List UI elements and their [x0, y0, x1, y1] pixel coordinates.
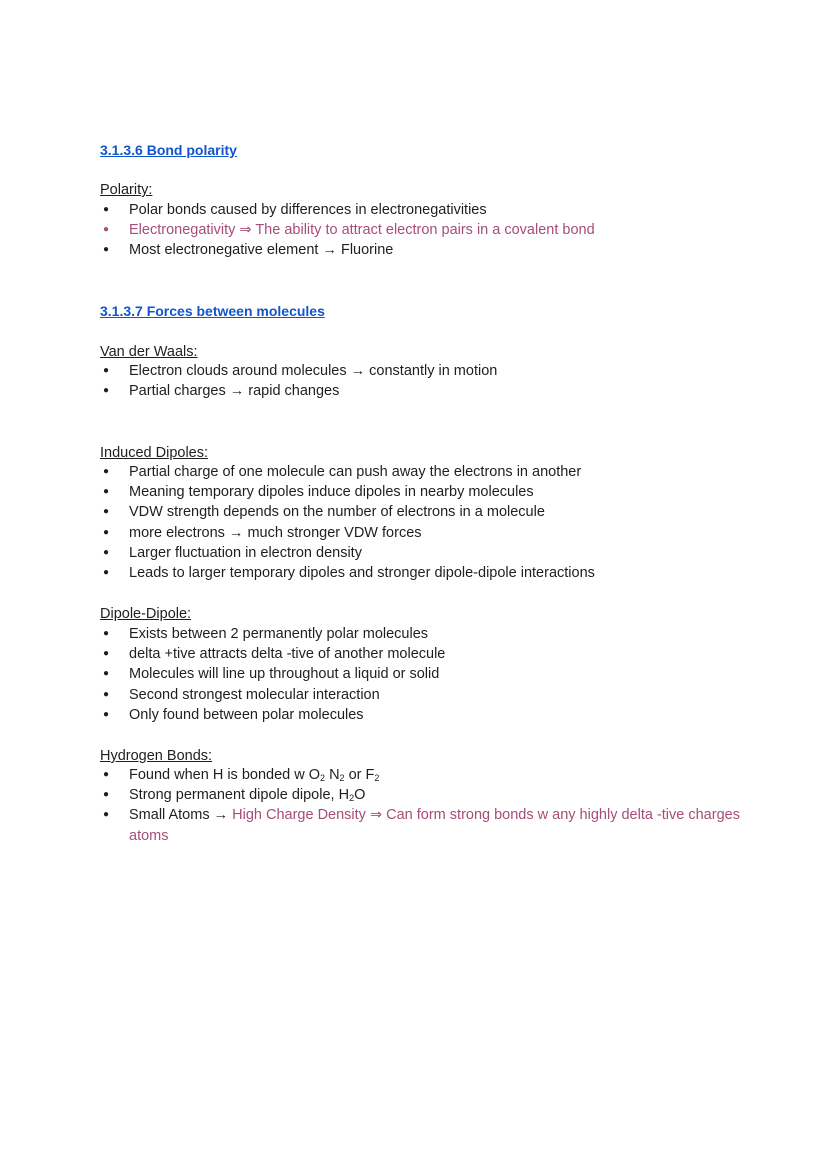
item-text: N: [325, 767, 340, 783]
list-item: ● Electron clouds around molecules → constantly in motion: [100, 361, 760, 381]
section-heading-forces-between-molecules[interactable]: 3.1.3.7 Forces between molecules: [100, 303, 325, 319]
vdw-list: [100, 361, 760, 401]
section-heading-bond-polarity[interactable]: 3.1.3.6 Bond polarity: [100, 142, 237, 158]
item-text: Found when H is bonded w O: [129, 767, 321, 783]
list-item: [100, 765, 760, 785]
list-item: ● Leads to larger temporary dipoles and stronger dipole-dipole interactions: [100, 563, 760, 583]
induced-dipoles-list: [100, 462, 760, 583]
highlight-text: High Charge Density ⇒ Can form strong bonds w any highly delta -tive charges atoms: [129, 807, 740, 844]
subscript: 2: [374, 773, 380, 783]
hydrogen-bonds-list: [100, 765, 760, 846]
polarity-list: [100, 200, 760, 261]
subheading-polarity: Polarity:: [100, 182, 153, 198]
subheading-van-der-waals: Van der Waals:: [100, 344, 198, 360]
subscript: 2: [320, 773, 326, 783]
list-item: ● Most electronegative element → Fluorine: [100, 240, 760, 260]
subscript: 2: [339, 773, 345, 783]
list-item: ● Electronegativity ⇒ The ability to attract electron pairs in a covalent bond: [100, 220, 760, 240]
subscript: 2: [349, 793, 355, 804]
item-text: Small Atoms →: [129, 807, 233, 824]
dipole-dipole-list: [100, 624, 760, 725]
list-item: ● Second strongest molecular interaction: [100, 685, 760, 705]
list-item: ● Molecules will line up throughout a liquid or solid: [100, 664, 760, 684]
subheading-induced-dipoles: Induced Dipoles:: [100, 445, 209, 461]
list-item: ● VDW strength depends on the number of electrons in a molecule: [100, 502, 760, 522]
list-item: [100, 805, 760, 845]
item-text: O: [354, 787, 366, 804]
list-item: ● Partial charge of one molecule can push away the electrons in another: [100, 462, 760, 482]
list-item: ● Partial charges → rapid changes: [100, 381, 760, 401]
list-item: ● more electrons → much stronger VDW forces: [100, 523, 760, 543]
list-item: ● Meaning temporary dipoles induce dipoles in nearby molecules: [100, 482, 760, 502]
item-text: or F: [344, 767, 375, 783]
list-item: ● Exists between 2 permanently polar molecules: [100, 624, 760, 644]
list-item: ● delta +tive attracts delta -tive of another molecule: [100, 644, 760, 664]
list-item: [100, 785, 760, 805]
list-item: ● Larger fluctuation in electron density: [100, 543, 760, 563]
list-item: ● Only found between polar molecules: [100, 705, 760, 725]
subheading-dipole-dipole: Dipole-Dipole:: [100, 606, 192, 622]
item-text: Strong permanent dipole dipole, H: [129, 787, 350, 804]
list-item: ● Polar bonds caused by differences in electronegativities: [100, 200, 760, 220]
subheading-hydrogen-bonds: Hydrogen Bonds:: [100, 748, 213, 764]
